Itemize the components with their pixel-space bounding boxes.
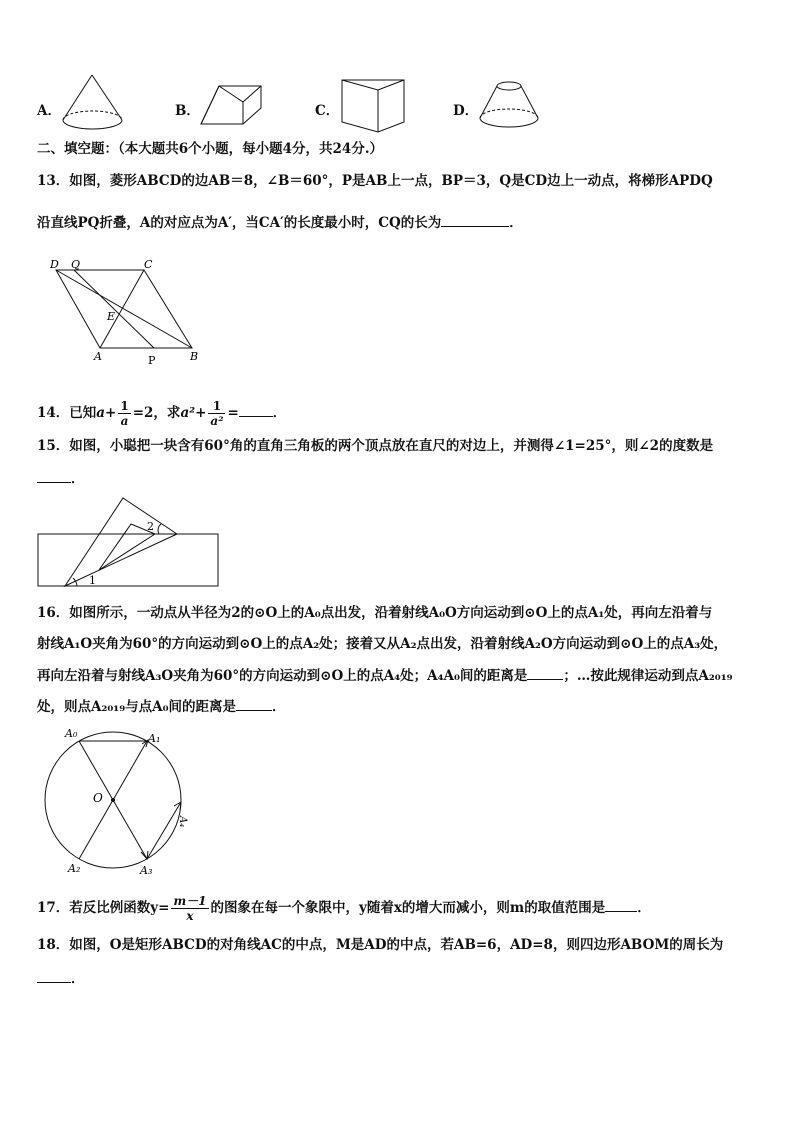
answer-blank <box>236 696 272 711</box>
q14-prefix: 14．已知 <box>37 405 97 421</box>
q16-line4 <box>37 696 286 717</box>
triangular-prism-figure <box>338 76 410 138</box>
q18-line1: 18．如图，O是矩形ABCD的对角线AC的中点，M是AD的中点，若AB=6，AD=8，则四边形ABOM的周长为 <box>37 937 724 953</box>
q15-line1: 15．如图，小聪把一块含有60°角的直角三角板的两个顶点放在直尺的对边上，并测得∠1=25°，则∠2的度数是 <box>37 438 714 454</box>
label-q: Q <box>71 258 81 271</box>
q16-line4b: ． <box>272 699 286 715</box>
q13-line1: 13．如图，菱形ABCD的边AB＝8，∠B＝60°，P是AB上一点，BP＝3，Q是CD边上一动点，将梯形APDQ <box>37 173 713 189</box>
frustum-figure <box>474 78 544 134</box>
q15-end: ． <box>71 471 85 487</box>
q18-end: ． <box>71 971 85 987</box>
answer-blank <box>37 468 71 483</box>
angle-1-label: 1 <box>89 574 96 587</box>
prism-figure <box>196 82 266 130</box>
label-a3: A₃ <box>140 864 153 877</box>
label-d: D <box>50 258 59 271</box>
q14-eq: = <box>227 405 239 421</box>
answer-blank <box>239 402 273 417</box>
circle-path-diagram <box>38 724 208 880</box>
q14-frac2: $\frac{1}{\text{a²}}$ <box>210 399 224 428</box>
label-a4: A₄ <box>177 816 188 828</box>
answer-blank <box>605 897 637 912</box>
label-a: A <box>94 350 102 363</box>
label-a0: A₀ <box>65 727 78 740</box>
q16-line3a: 再向左沿着与射线A₃O夹角为60°的方向运动到⊙O上的点A₄处；A₄A₀间的距离是 <box>37 668 528 684</box>
q13-line2 <box>37 212 523 233</box>
section-heading: 二、填空题：（本大题共6个小题，每小题4分，共24分.） <box>37 141 384 157</box>
q15-line2 <box>37 468 85 489</box>
rhombus-diagram <box>44 256 214 368</box>
q14-end: ． <box>272 405 287 421</box>
label-a1: A₁ <box>148 732 161 745</box>
q14-a: a <box>96 405 106 421</box>
q17-prefix: 17．若反比例函数y= <box>37 900 170 916</box>
q16-line4a: 处，则点A₂₀₁₉与点A₀间的距离是 <box>37 699 237 715</box>
option-d-label: D． <box>453 103 479 119</box>
q16-line3 <box>37 665 733 686</box>
q14-plus: + <box>105 405 117 421</box>
angle-2-label: 2 <box>147 520 154 533</box>
q18-line2 <box>37 968 85 989</box>
q16-line3b: ；…按此规律运动到点A₂₀₁₉ <box>563 668 733 684</box>
q17-suffix: 的图象在每一个象限中，y随着x的增大而减小，则m的取值范围是 <box>210 900 606 916</box>
label-b: B <box>190 350 199 363</box>
q14-a2: a² <box>180 405 196 421</box>
option-b-label: B． <box>175 103 200 119</box>
q13-end: ． <box>509 215 523 231</box>
q14-eq2: =2，求 <box>132 405 181 421</box>
answer-blank <box>527 665 563 680</box>
label-c: C <box>144 258 153 271</box>
answer-blank <box>37 968 71 983</box>
label-o: O <box>93 791 103 805</box>
q17-line <box>37 890 651 926</box>
q17-end: ． <box>637 900 651 916</box>
option-c-label: C． <box>315 103 340 119</box>
q17-frac: $\frac{m-1}{x}$ <box>173 894 207 923</box>
q16-line1: 16．如图所示，一动点从半径为2的⊙O上的A₀点出发，沿着射线A₀O方向运动到⊙O上的点A₁处，再向左沿着与 <box>37 605 713 621</box>
label-p: P <box>148 354 156 367</box>
answer-blank <box>441 212 509 227</box>
q14-frac1: $\frac{1}{a}$ <box>120 399 129 428</box>
option-a-label: A． <box>37 103 61 119</box>
cone-figure <box>58 72 128 134</box>
label-a2: A₂ <box>68 862 81 875</box>
label-e: E <box>107 310 116 323</box>
q14-line: 14．已知a+ $\frac{1}{a}$ =2，求a²+ $\frac{1}{\text{a²}}$ = ． <box>37 399 287 428</box>
ruler-triangle-diagram <box>37 494 221 590</box>
q16-line2: 射线A₁O夹角为60°的方向运动到⊙O上的点A₂处；接着又从A₂点出发，沿着射线A₂O方向运动到⊙O上的点A₃处， <box>37 636 728 652</box>
q13-line2-text: 沿直线PQ折叠，A的对应点为A′，当CA′的长度最小时，CQ的长为 <box>37 215 442 231</box>
